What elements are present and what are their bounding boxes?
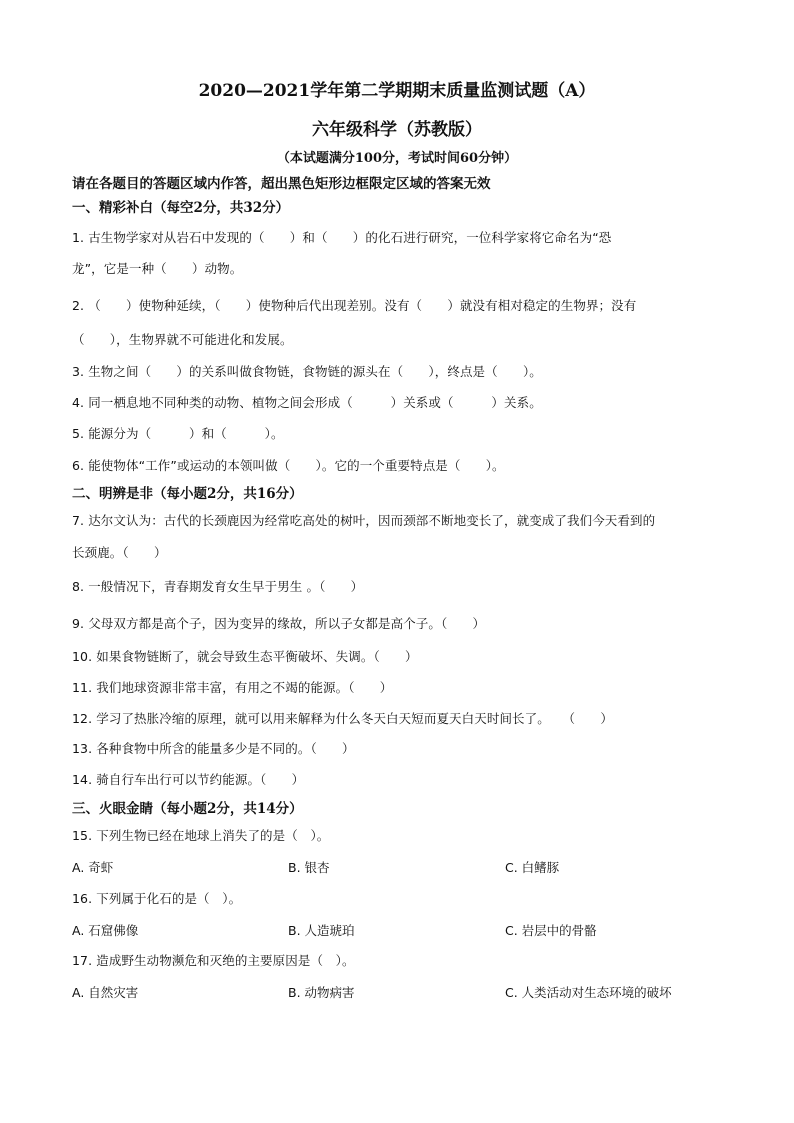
section3-heading: 三、火眼金睛（每小题2分，共14分） <box>72 801 303 817</box>
question-stem: 15. 下列生物已经在地球上消失了的是（ ）。 <box>72 828 330 843</box>
question-line: 13. 各种食物中所含的能量多少是不同的。（ ） <box>72 741 355 756</box>
question-stem: 17. 造成野生动物濒危和灭绝的主要原因是（ ）。 <box>72 953 355 968</box>
exam-title: 2020—2021学年第二学期期末质量监测试题（A） <box>198 81 596 101</box>
question-line: 2. （ ）使物种延续，（ ）使物种后代出现差别。没有（ ）就没有相对稳定的生物界；没有 <box>72 298 637 313</box>
option-c: C. 白鳍豚 <box>505 860 560 875</box>
question-line: 4. 同一栖息地不同种类的动物、植物之间会形成（ ）关系或（ ）关系。 <box>72 395 542 410</box>
option-a: A. 奇虾 <box>72 860 114 875</box>
exam-grade-subject: 六年级科学（苏教版） <box>312 120 482 140</box>
question-line: 8. 一般情况下，青春期发育女生早于男生 。（ ） <box>72 579 364 594</box>
question-line: 10. 如果食物链断了，就会导致生态平衡破坏、失调。（ ） <box>72 649 418 664</box>
question-line: 5. 能源分为（ ）和（ ）。 <box>72 426 284 441</box>
question-line: 12. 学习了热胀冷缩的原理，就可以用来解释为什么冬天白天短而夏天白天时间长了。 （ ） <box>72 711 613 726</box>
option-c: C. 人类活动对生态环境的破坏 <box>505 985 672 1000</box>
option-b: B. 银杏 <box>288 860 330 875</box>
question-line: 龙”，它是一种（ ）动物。 <box>72 261 243 276</box>
option-a: A. 自然灾害 <box>72 985 139 1000</box>
answer-instruction: 请在各题目的答题区域内作答，超出黑色矩形边框限定区域的答案无效 <box>72 176 491 192</box>
option-b: B. 动物病害 <box>288 985 355 1000</box>
question-line: （ ），生物界就不可能进化和发展。 <box>72 332 293 347</box>
question-line: 3. 生物之间（ ）的关系叫做食物链，食物链的源头在（ ），终点是（ ）。 <box>72 364 542 379</box>
option-c: C. 岩层中的骨骼 <box>505 923 597 938</box>
question-line: 11. 我们地球资源非常丰富，有用之不竭的能源。（ ） <box>72 680 393 695</box>
question-line: 9. 父母双方都是高个子，因为变异的缘故，所以子女都是高个子。（ ） <box>72 616 486 631</box>
section2-heading: 二、明辨是非（每小题2分，共16分） <box>72 486 303 502</box>
option-a: A. 石窟佛像 <box>72 923 139 938</box>
question-line: 长颈鹿。（ ） <box>72 545 167 560</box>
exam-note: （本试题满分100分，考试时间60分钟） <box>276 151 518 166</box>
option-b: B. 人造琥珀 <box>288 923 355 938</box>
question-stem: 16. 下列属于化石的是（ ）。 <box>72 891 242 906</box>
question-line: 7. 达尔文认为：古代的长颈鹿因为经常吃高处的树叶，因而颈部不断地变长了，就变成了我们今天看到的 <box>72 513 656 528</box>
question-line: 1. 古生物学家对从岩石中发现的（ ）和（ ）的化石进行研究，一位科学家将它命名为“恐 <box>72 230 612 245</box>
section1-heading: 一、精彩补白（每空2分，共32分） <box>72 200 290 216</box>
question-line: 6. 能使物体“工作”或运动的本领叫做（ ）。它的一个重要特点是（ ）。 <box>72 458 505 473</box>
question-line: 14. 骑自行车出行可以节约能源。（ ） <box>72 772 305 787</box>
